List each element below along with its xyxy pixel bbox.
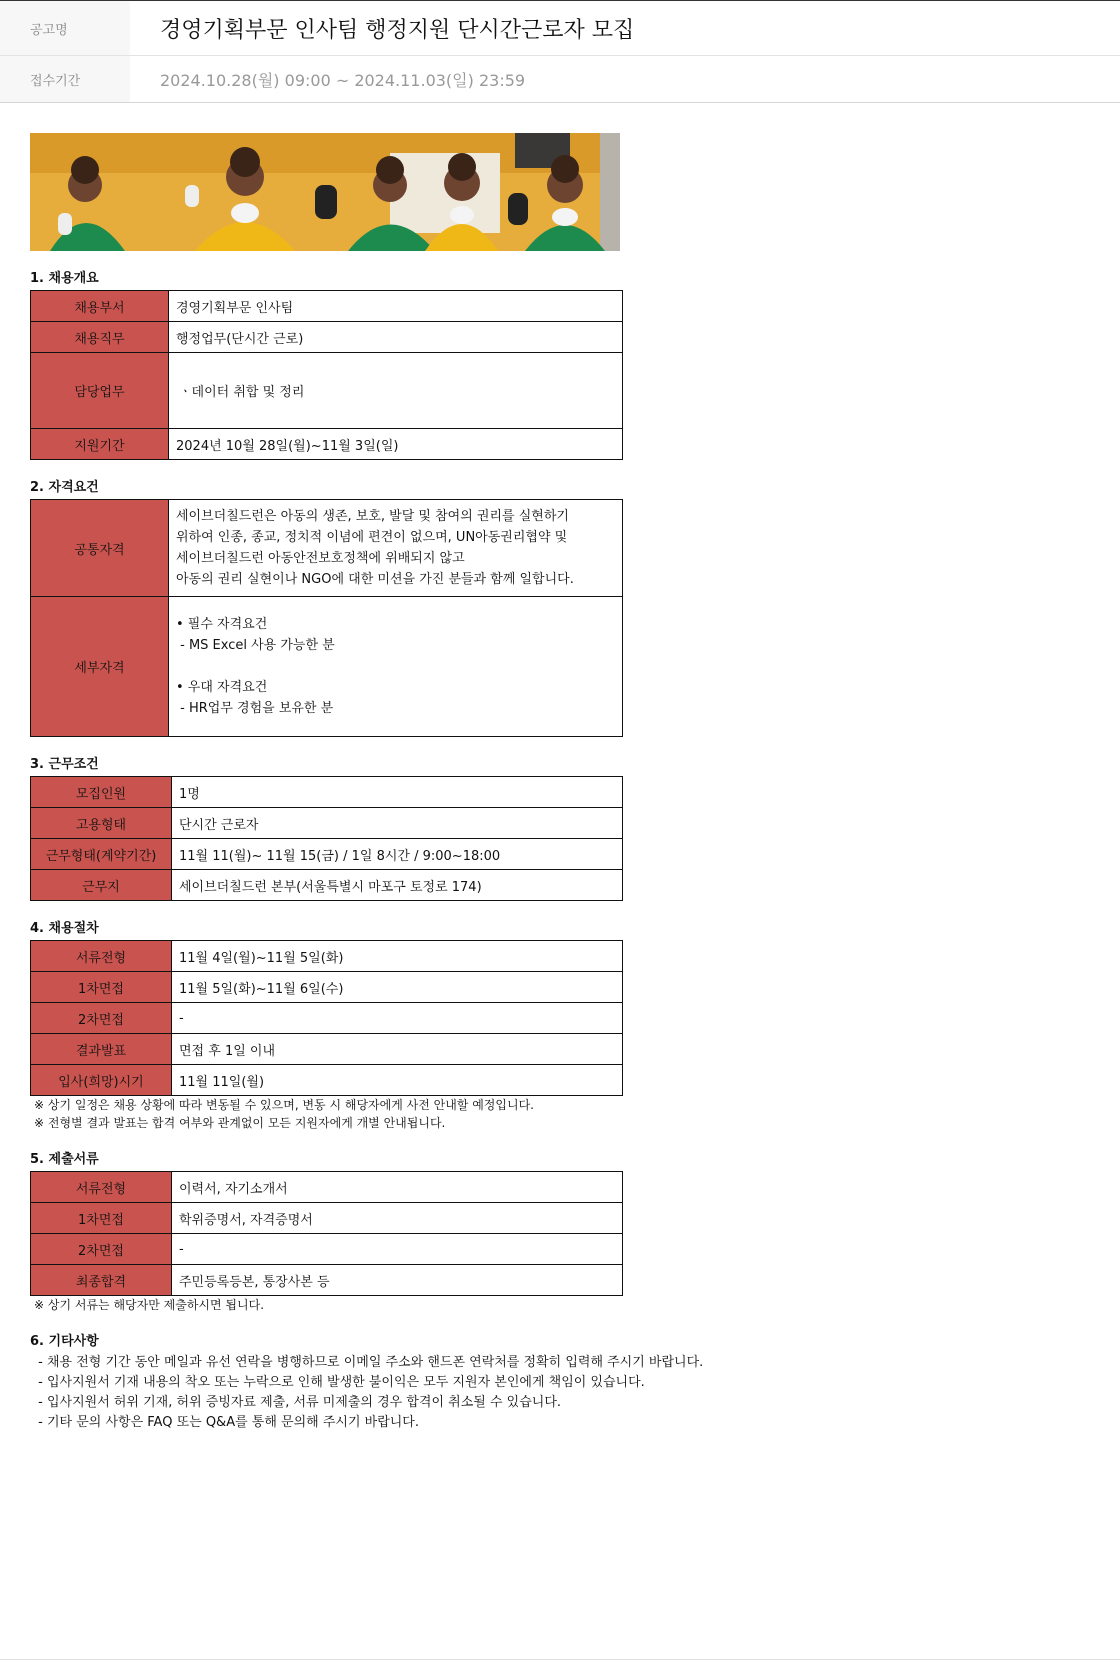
etc-line: - 채용 전형 기간 동안 메일과 유선 연락을 병행하므로 이메일 주소와 핸드폰 연락처를 정확히 입력해 주시기 바랍니다.	[34, 1355, 704, 1370]
text-line: 아동의 권리 실현이나 NGO에 대한 미션을 가진 분들과 함께 일합니다.	[176, 572, 574, 587]
bottom-border	[0, 1659, 1120, 1660]
section-title-documents: 5. 제출서류	[30, 1152, 99, 1167]
detail-qualification-text	[169, 597, 623, 737]
row-label: 담당업무	[31, 353, 169, 429]
row-label: 2차면접	[31, 1003, 172, 1034]
row-label: 채용직무	[31, 322, 169, 353]
table-row	[31, 1172, 623, 1203]
section-title-process: 4. 채용절차	[30, 921, 99, 936]
table-row	[31, 597, 623, 737]
row-label: 서류전형	[31, 1172, 172, 1203]
row-value: 11월 11(월)~ 11월 15(금) / 1일 8시간 / 9:00~18:00	[172, 839, 623, 870]
section-title-qualifications: 2. 자격요건	[30, 480, 99, 495]
text-line	[176, 656, 615, 677]
row-value: 2024년 10월 28일(월)~11월 3일(일)	[169, 429, 623, 460]
process-note: ※ 상기 일정은 채용 상황에 따라 변동될 수 있으며, 변동 시 해당자에게 사전 안내할 예정입니다.	[34, 1098, 534, 1112]
etc-line: - 입사지원서 기재 내용의 착오 또는 누락으로 인해 발생한 불이익은 모두 지원자 본인에게 책임이 있습니다.	[34, 1375, 645, 1390]
text-line: • 필수 자격요건	[176, 617, 268, 632]
row-label: 세부자격	[31, 597, 169, 737]
overview-table	[30, 290, 623, 460]
row-label: 채용부서	[31, 291, 169, 322]
table-row	[31, 1003, 623, 1034]
row-label: 2차면접	[31, 1234, 172, 1265]
row-label: 모집인원	[31, 777, 172, 808]
row-label: 고용형태	[31, 808, 172, 839]
documents-table	[30, 1171, 623, 1296]
table-row	[31, 1234, 623, 1265]
etc-line: - 기타 문의 사항은 FAQ 또는 Q&A를 통해 문의해 주시기 바랍니다.	[34, 1415, 419, 1430]
text-line: • 우대 자격요건	[176, 680, 268, 695]
section-title-etc: 6. 기타사항	[30, 1334, 99, 1349]
posting-body	[30, 133, 1030, 1433]
section-title-conditions: 3. 근무조건	[30, 757, 99, 772]
table-row	[31, 777, 623, 808]
row-value: 학위증명서, 자격증명서	[172, 1203, 623, 1234]
text-line: - HR업무 경험을 보유한 분	[176, 701, 334, 716]
row-label: 1차면접	[31, 1203, 172, 1234]
row-value: 이력서, 자기소개서	[172, 1172, 623, 1203]
table-row	[31, 353, 623, 429]
row-value: 단시간 근로자	[172, 808, 623, 839]
row-label: 지원기간	[31, 429, 169, 460]
row-value: 행정업무(단시간 근로)	[169, 322, 623, 353]
text-line: 위하여 인종, 종교, 정치적 이념에 편견이 없으며, UN아동권리협약 및	[176, 530, 568, 545]
etc-line: - 입사지원서 허위 기재, 허위 증빙자료 제출, 서류 미제출의 경우 합격이 취소될 수 있습니다.	[34, 1395, 562, 1410]
table-row	[31, 1034, 623, 1065]
row-label: 최종합격	[31, 1265, 172, 1296]
table-row	[31, 1065, 623, 1096]
row-value: 주민등록등본, 통장사본 등	[172, 1265, 623, 1296]
children-photo-illustration	[30, 133, 620, 251]
table-row	[31, 500, 623, 597]
table-row	[31, 291, 623, 322]
row-value: 11월 4일(월)~11월 5일(화)	[172, 941, 623, 972]
row-label: 입사(희망)시기	[31, 1065, 172, 1096]
row-label: 공통자격	[31, 500, 169, 597]
row-value: 11월 5일(화)~11월 6일(수)	[172, 972, 623, 1003]
job-title: 경영기획부문 인사팀 행정지원 단시간근로자 모집	[160, 17, 635, 43]
table-row	[31, 808, 623, 839]
text-line: - MS Excel 사용 가능한 분	[176, 638, 335, 653]
common-qualification-text	[169, 500, 623, 597]
row-label: 근무지	[31, 870, 172, 901]
row-value: 11월 11일(월)	[172, 1065, 623, 1096]
application-period: 2024.10.28(월) 09:00 ~ 2024.11.03(일) 23:59	[160, 70, 526, 90]
documents-note: ※ 상기 서류는 해당자만 제출하시면 됩니다.	[34, 1298, 265, 1312]
row-value: ㆍ데이터 취합 및 정리	[169, 353, 623, 429]
section-title-overview: 1. 채용개요	[30, 271, 99, 286]
row-value: -	[172, 1234, 623, 1265]
title-row	[0, 1, 1120, 56]
process-table	[30, 940, 623, 1096]
conditions-table	[30, 776, 623, 901]
row-value: -	[172, 1003, 623, 1034]
period-label: 접수기간	[0, 56, 130, 102]
qualifications-table	[30, 499, 623, 737]
table-row	[31, 1265, 623, 1296]
row-label: 1차면접	[31, 972, 172, 1003]
children-photo	[30, 133, 620, 251]
text-line: 세이브더칠드런은 아동의 생존, 보호, 발달 및 참여의 권리를 실현하기	[176, 509, 569, 524]
table-row	[31, 870, 623, 901]
row-value: 경영기획부문 인사팀	[169, 291, 623, 322]
row-value: 1명	[172, 777, 623, 808]
table-row	[31, 1203, 623, 1234]
row-label: 서류전형	[31, 941, 172, 972]
table-row	[31, 941, 623, 972]
table-row	[31, 322, 623, 353]
row-label: 근무형태(계약기간)	[31, 839, 172, 870]
table-row	[31, 972, 623, 1003]
table-row	[31, 839, 623, 870]
row-value: 세이브더칠드런 본부(서울특별시 마포구 토정로 174)	[172, 870, 623, 901]
title-label: 공고명	[0, 1, 130, 55]
table-row	[31, 429, 623, 460]
row-value: 면접 후 1일 이내	[172, 1034, 623, 1065]
period-row	[0, 56, 1120, 103]
process-note: ※ 전형별 결과 발표는 합격 여부와 관계없이 모든 지원자에게 개별 안내됩니다.	[34, 1116, 446, 1130]
text-line: 세이브더칠드런 아동안전보호정책에 위배되지 않고	[176, 551, 465, 566]
row-label: 결과발표	[31, 1034, 172, 1065]
